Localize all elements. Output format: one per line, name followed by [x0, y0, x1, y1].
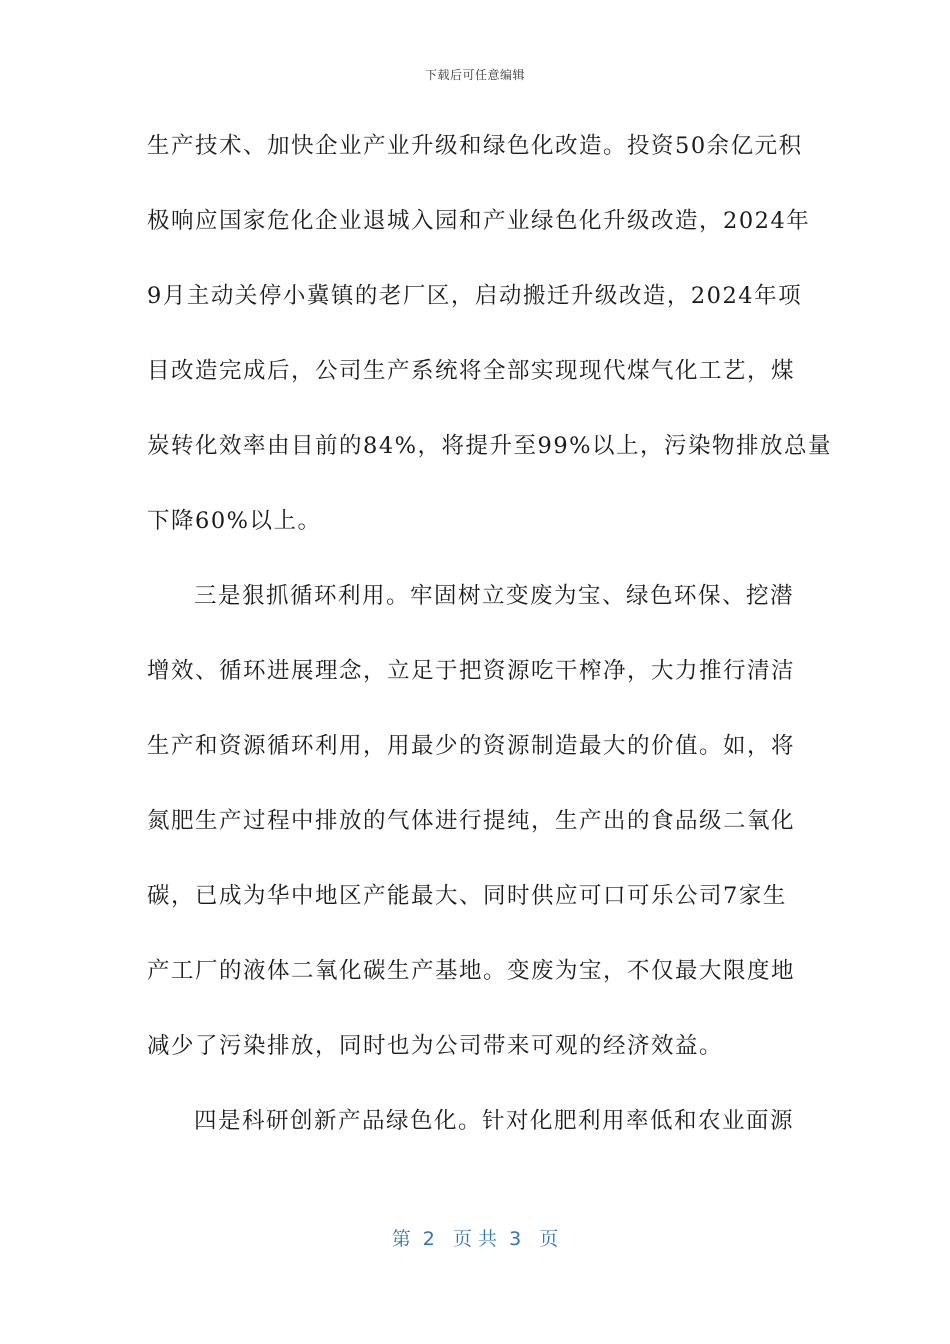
body-line: 减少了污染排放，同时也为公司带来可观的经济效益。	[147, 1033, 724, 1059]
body-line: 碳，已成为华中地区产能最大、同时供应可口可乐公司7家生	[147, 883, 787, 909]
body-line: 目改造完成后，公司生产系统将全部实现现代煤气化工艺，煤	[147, 358, 796, 384]
paragraph-start-line: 三是狠抓循环利用。牢固树立变废为宝、绿色环保、挖潜	[194, 583, 795, 609]
body-line: 增效、循环进展理念，立足于把资源吃干榨净，大力推行清洁	[147, 658, 796, 684]
body-line: 炭转化效率由目前的84%，将提升至99%以上，污染物排放总量	[147, 433, 833, 459]
body-line: 下降60%以上。	[147, 508, 322, 534]
body-line: 极响应国家危化企业退城入园和产业绿色化升级改造，2024年	[147, 208, 811, 234]
body-line: 氮肥生产过程中排放的气体进行提纯，生产出的食品级二氧化	[147, 808, 796, 834]
document-body	[147, 126, 833, 1176]
body-line: 生产技术、加快企业产业升级和绿色化改造。投资50余亿元积	[147, 133, 803, 159]
paragraph-start-line: 四是科研创新产品绿色化。针对化肥利用率低和农业面源	[194, 1108, 795, 1134]
page-footer: 第 2 页 共 3 页	[391, 1228, 559, 1250]
body-line: 生产和资源循环利用，用最少的资源制造最大的价值。如，将	[147, 733, 796, 759]
body-line: 9月主动关停小冀镇的老厂区，启动搬迁升级改造，2024年项	[147, 283, 803, 309]
body-line: 产工厂的液体二氧化碳生产基地。变废为宝，不仅最大限度地	[147, 958, 796, 984]
page-header: 下载后可任意编辑	[424, 68, 525, 82]
